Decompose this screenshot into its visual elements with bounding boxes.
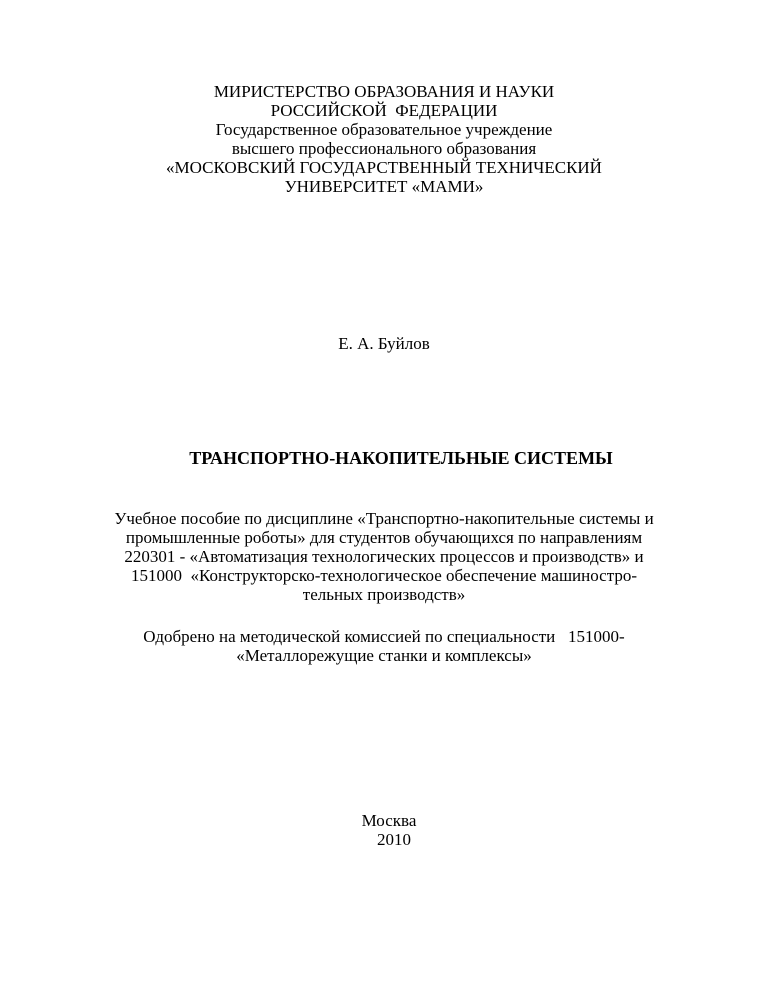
description-line-4: 151000 «Конструкторско-технологическое обеспечение машиностро- [130,566,637,585]
city: Москва [361,811,417,830]
approval-line-2: «Металлорежущие станки и комплексы» [236,646,532,665]
description-line-3: 220301 - «Автоматизация технологических процессов и производств» и [124,547,644,566]
approval-line-1: Одобрено на методической комиссией по специальности 151000- [143,627,625,646]
description-line-1: Учебное пособие по дисциплине «Транспортно-накопительные системы и [114,509,654,528]
ministry-line-1: МИРИСТЕРСТВО ОБРАЗОВАНИЯ И НАУКИ [213,82,555,101]
document-title: ТРАНСПОРТНО-НАКОПИТЕЛЬНЫЕ СИСТЕМЫ [189,448,613,468]
author-name: Е. А. Буйлов [338,334,430,353]
description-line-5: тельных производств» [302,585,466,604]
description-line-2: промышленные роботы» для студентов обучающихся по направлениям [125,528,643,547]
education-level-line: высшего профессионального образования [231,139,537,158]
ministry-line-2: РОССИЙСКОЙ ФЕДЕРАЦИИ [270,101,498,120]
institution-type-line: Государственное образовательное учреждение [215,120,553,139]
university-name-line-1: «МОСКОВСКИЙ ГОСУДАРСТВЕННЫЙ ТЕХНИЧЕСКИЙ [166,158,602,177]
university-name-line-2: УНИВЕРСИТЕТ «МАМИ» [284,177,484,196]
year: 2010 [377,830,411,849]
